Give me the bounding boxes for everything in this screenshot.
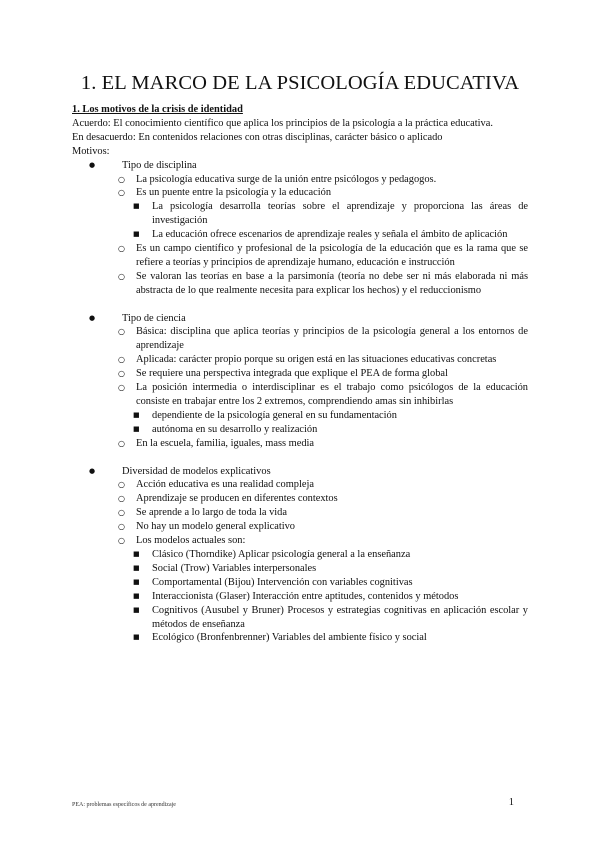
list-item: ○ Es un puente entre la psicología y la educación ■ La psicología desarrolla teorías sobre el aprendizaje y proporciona las áreas de investigación ■ La educación ofrece escenarios de aprendizaje reales y señala el ámbito de aplicación: [116, 186, 528, 242]
list-item: ■ Comportamental (Bijou) Intervención con variables cognitivas: [132, 576, 528, 590]
list-item: ○ Se aprende a lo largo de toda la vida: [116, 506, 528, 520]
sub-sub-list: [136, 548, 528, 645]
list-item: ■ Social (Trow) Variables interpersonales: [132, 562, 528, 576]
intro-line-agreement: Acuerdo: El conocimiento científico que aplica los principios de la psicología a la práctica educativa.: [72, 117, 493, 129]
sub-list: [122, 173, 528, 298]
list-item: ○ Se requiere una perspectiva integrada que explique el PEA de forma global: [116, 367, 528, 381]
list-item: ■ autónoma en su desarrollo y realización: [132, 423, 528, 437]
list-item: ■ La educación ofrece escenarios de aprendizaje reales y señala el ámbito de aplicación: [132, 228, 528, 242]
list-item: ■ Ecológico (Bronfenbrenner) Variables del ambiente físico y social: [132, 631, 528, 645]
page-title: 1. EL MARCO DE LA PSICOLOGÍA EDUCATIVA: [80, 72, 520, 94]
section-title: 1. Los motivos de la crisis de identidad: [72, 104, 243, 115]
group-label: Tipo de disciplina: [122, 159, 197, 171]
list-item: ■ Cognitivos (Ausubel y Bruner) Procesos y estrategias cognitivas en aplicación escolar y métodos de enseñanza: [132, 604, 528, 632]
list-item: ○ Aprendizaje se producen en diferentes contextos: [116, 492, 528, 506]
list-item: ○ Acción educativa es una realidad compleja: [116, 478, 528, 492]
document-page: [72, 72, 528, 645]
group-label: Diversidad de modelos explicativos: [122, 465, 271, 477]
group-models: [72, 465, 528, 646]
list-item: ○ La psicología educativa surge de la unión entre psicólogos y pedagogos.: [116, 173, 528, 187]
list-item: ○ Básica: disciplina que aplica teorías y principios de la psicología general a los entornos de aprendizaje: [116, 325, 528, 353]
motives-list: [72, 159, 528, 646]
sub-sub-list: [136, 409, 528, 437]
list-item: ■ dependiente de la psicología general en su fundamentación: [132, 409, 528, 423]
list-item: ■ Interaccionista (Glaser) Interacción entre aptitudes, contenidos y métodos: [132, 590, 528, 604]
sub-list: [122, 478, 528, 645]
intro-line-motives: Motivos:: [72, 145, 110, 157]
group-science: [72, 312, 528, 465]
list-item: ■ Clásico (Thorndike) Aplicar psicología general a la enseñanza: [132, 548, 528, 562]
list-item: ○ La posición intermedia o interdisciplinar es el trabajo como psicólogos de la educación consiste en trabajar entre los 2 extremos, comprendiendo amas sin inhibirlas ■ dependiente de la psicología general en su fundamentación ■ autónoma en su desarrollo y realización: [116, 381, 528, 437]
list-item: ○ Aplicada: carácter propio porque su origen está en las situaciones educativas concretas: [116, 353, 528, 367]
group-label: Tipo de ciencia: [122, 312, 186, 324]
footer-note: PEA: problemas específicos de aprendizaje: [72, 802, 176, 808]
list-item: ○ En la escuela, familia, iguales, mass media: [116, 437, 528, 451]
intro-line-disagreement: En desacuerdo: En contenidos relaciones con otras disciplinas, carácter básico o aplicado: [72, 131, 443, 143]
sub-sub-list: [136, 200, 528, 242]
list-item: ○ No hay un modelo general explicativo: [116, 520, 528, 534]
list-item: ○ Es un campo científico y profesional de la psicología de la educación que es la rama que se refiere a teorías y principios de aprendizaje humano, educación e instrucción: [116, 242, 528, 270]
group-discipline: [72, 159, 528, 312]
sub-list: [122, 325, 528, 450]
page-number: 1: [508, 797, 514, 808]
list-item: ○ Los modelos actuales son: ■ Clásico (Thorndike) Aplicar psicología general a la enseñanza ■ Social (Trow) Variables interpersonales ■ Comportamental (Bijou) Intervención con variables cognitivas ■ Interaccionista (Glaser) Interacción entre aptitudes, contenidos y métodos ■ Cognitivos (Ausubel y Bruner) Procesos y estrategias cognitivas en aplicación escolar y métodos de enseñanza ■ Ecológico (Bronfenbrenner) Variables del ambiente físico y social: [116, 534, 528, 645]
list-item: ■ La psicología desarrolla teorías sobre el aprendizaje y proporciona las áreas de investigación: [132, 200, 528, 228]
list-item: ○ Se valoran las teorías en base a la parsimonía (teoría no debe ser ni más elaborada ni más abstracta de lo que realmente necesita para explicar los hechos) y el reduccionismo: [116, 270, 528, 298]
